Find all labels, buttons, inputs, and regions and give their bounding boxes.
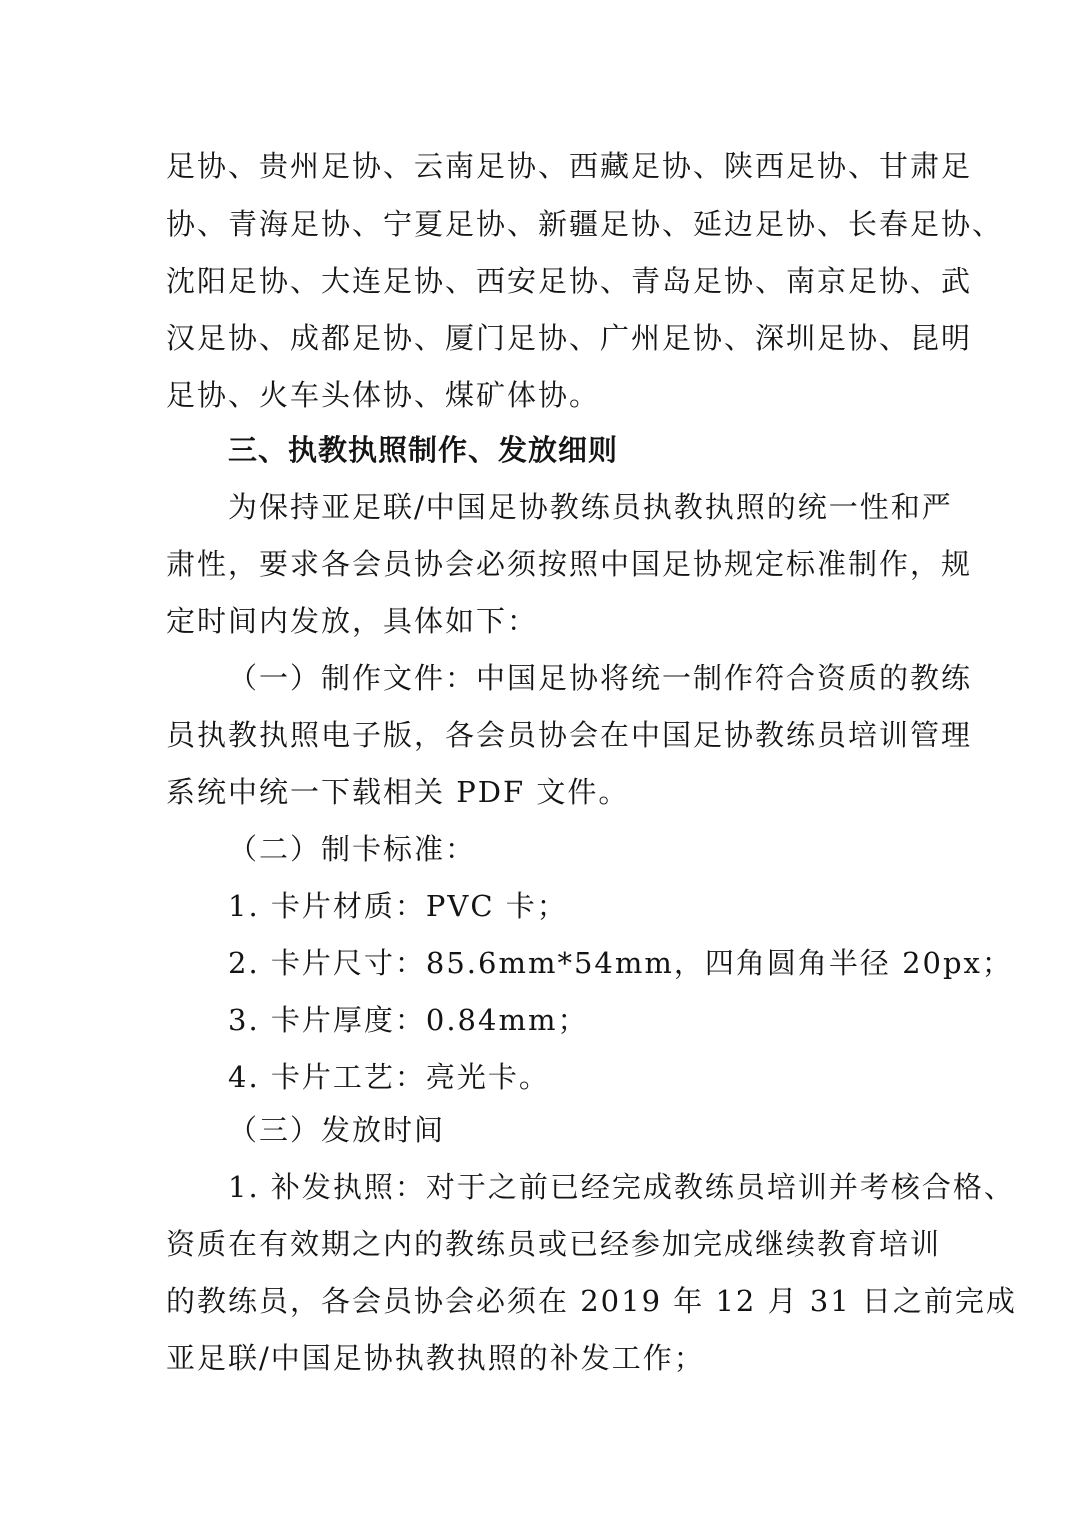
paragraph-line: 足协、火车头体协、煤矿体协。 [166, 378, 601, 412]
list-item: 4. 卡片工艺：亮光卡。 [228, 1060, 550, 1094]
paragraph-line: 沈阳足协、大连足协、西安足协、青岛足协、南京足协、武 [166, 264, 973, 298]
subsection-heading: （三）发放时间 [228, 1113, 446, 1147]
paragraph-line: 资质在有效期之内的教练员或已经参加完成继续教育培训 [166, 1227, 942, 1261]
paragraph-line: 系统中统一下载相关 PDF 文件。 [166, 775, 630, 809]
list-item: 2. 卡片尺寸：85.6mm*54mm，四角圆角半径 20px； [228, 946, 1013, 980]
paragraph-line: 亚足联/中国足协执教执照的补发工作； [166, 1341, 705, 1375]
paragraph-line: 的教练员，各会员协会必须在 2019 年 12 月 31 日之前完成 [166, 1284, 1017, 1318]
list-item: 1. 卡片材质：PVC 卡； [228, 889, 568, 923]
section-heading: 三、执教执照制作、发放细则 [228, 433, 619, 467]
paragraph-line: 汉足协、成都足协、厦门足协、广州足协、深圳足协、昆明 [166, 321, 973, 355]
paragraph-line: 1. 补发执照：对于之前已经完成教练员培训并考核合格、 [228, 1170, 1015, 1204]
paragraph-line: 足协、贵州足协、云南足协、西藏足协、陕西足协、甘肃足 [166, 149, 973, 183]
paragraph-line: 员执教执照电子版，各会员协会在中国足协教练员培训管理 [166, 718, 973, 752]
paragraph-line: （一）制作文件：中国足协将统一制作符合资质的教练 [228, 661, 973, 695]
paragraph-line: 定时间内发放，具体如下： [166, 604, 539, 638]
subsection-heading: （二）制卡标准： [228, 832, 477, 866]
paragraph-line: 肃性，要求各会员协会必须按照中国足协规定标准制作，规 [166, 547, 973, 581]
paragraph-line: 为保持亚足联/中国足协教练员执教执照的统一性和严 [228, 490, 953, 524]
list-item: 3. 卡片厚度：0.84mm； [228, 1003, 589, 1037]
paragraph-line: 协、青海足协、宁夏足协、新疆足协、延边足协、长春足协、 [166, 207, 1004, 241]
